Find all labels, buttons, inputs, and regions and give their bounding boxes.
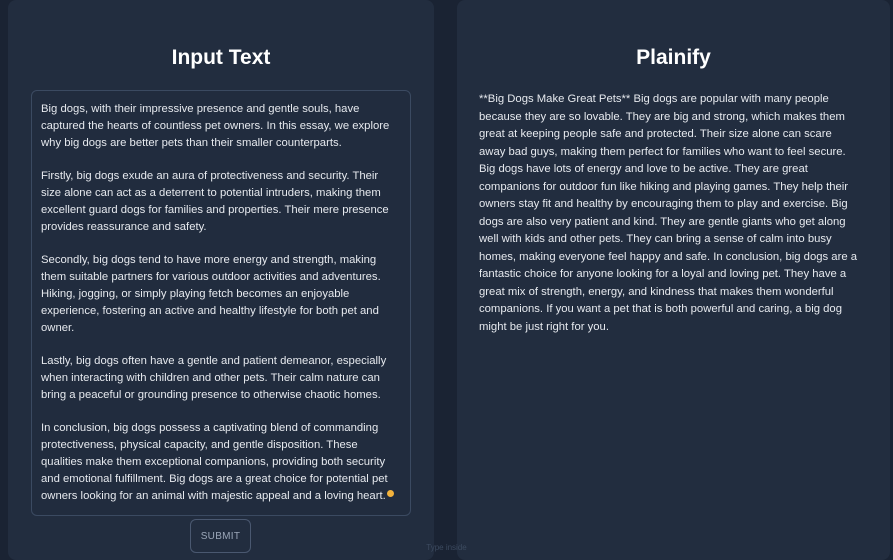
input-paragraph-1: Big dogs, with their impressive presence and gentle souls, have captured the hearts of countless pet owners. In this essay, we explore why big dogs are better pets than their smaller counterparts. bbox=[41, 103, 390, 149]
input-paragraph-5: In conclusion, big dogs possess a captivating blend of commanding protectiveness, physical capacity, and gentle disposition. These qualities make them exceptional companions, providing both security and emotional fulfillment. Big dogs are a great choice for potential pet owners looking for an animal with majestic appeal and a loving heart. bbox=[41, 422, 388, 502]
input-panel-title: Input Text bbox=[171, 46, 271, 69]
output-panel bbox=[457, 0, 890, 560]
text-cursor-icon bbox=[387, 490, 394, 497]
input-panel bbox=[8, 0, 434, 560]
input-paragraph-3: Secondly, big dogs tend to have more energy and strength, making them suitable partners for various outdoor activities and adventures. Hiking, jogging, or simply playing fetch becomes an enjoyable experience, fostering an active and healthy lifestyle for both pet and owner. bbox=[41, 254, 381, 334]
submit-button[interactable]: SUBMIT bbox=[190, 519, 251, 553]
input-paragraph-5-wrap bbox=[41, 420, 401, 505]
input-paragraph-2: Firstly, big dogs exude an aura of protectiveness and security. Their size alone can act as a deterrent to potential intruders, making them excellent guard dogs for families and properties. Their mere presence provides reassurance and safety. bbox=[41, 170, 389, 233]
input-textarea[interactable] bbox=[31, 90, 411, 516]
output-text: **Big Dogs Make Great Pets** Big dogs are popular with many people because they are so lovable. They are big and strong, which makes them great at keeping people safe and protected. Their size alone can scare away bad guys, making them perfect for families who want to feel secure. Big dogs have lots of energy and love to be active. They are great companions for outdoor fun like hiking and playing games. They help their owners stay fit and healthy by encouraging them to play and exercise. Big dogs are also very patient and kind. They are gentle giants who get along well with kids and other pets. They can bring a sense of calm into busy homes, making everyone feel happy and safe. In conclusion, big dogs are a fantastic choice for anyone looking for a loyal and loving pet. They have a great mix of strength, energy, and kindness that makes them wonderful companions. If you want a pet that is both powerful and caring, a big dog might be just right for you. bbox=[479, 93, 858, 333]
input-paragraph-4: Lastly, big dogs often have a gentle and patient demeanor, especially when interacting with children and other pets. Their calm nature can bring a peaceful or grounding presence to otherwise chaotic homes. bbox=[41, 355, 387, 401]
footer-hint: Type inside bbox=[426, 543, 467, 552]
output-panel-title: Plainify bbox=[636, 46, 711, 69]
